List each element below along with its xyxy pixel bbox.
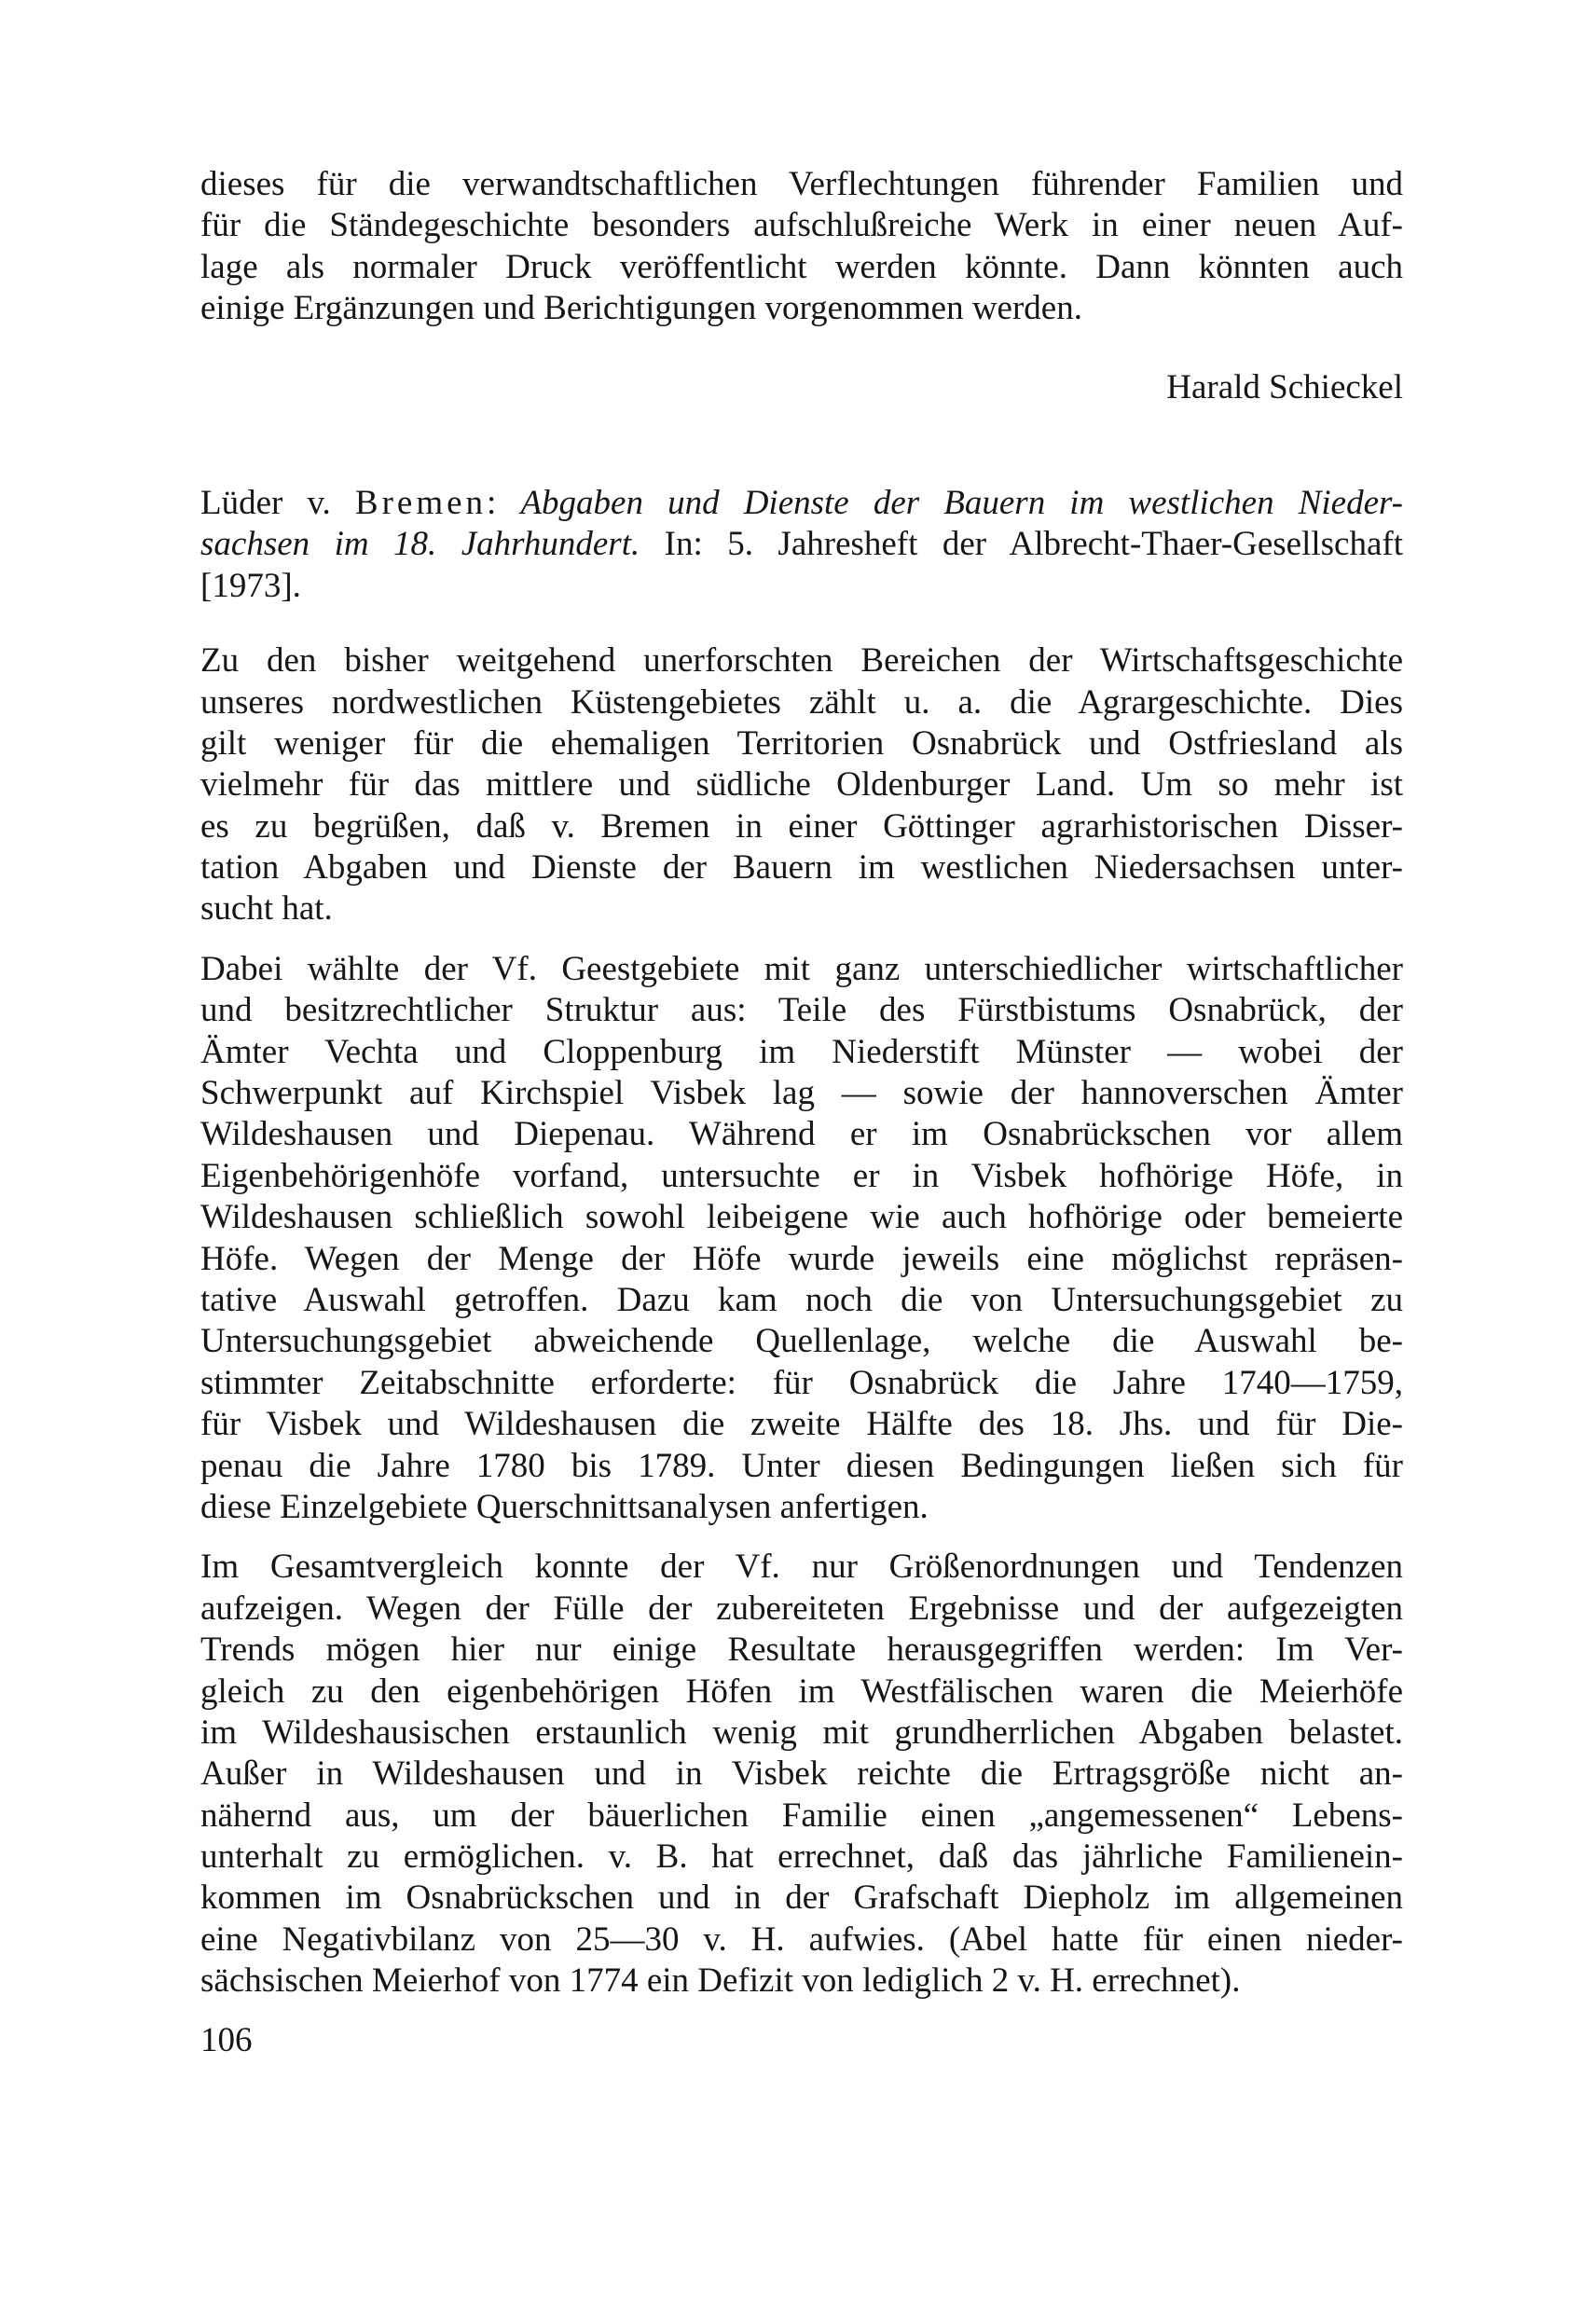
text-line: aufzeigen. Wegen der Fülle der zubereiteten Ergebnisse und der aufgezeigten	[200, 1589, 1403, 1628]
text-line: es zu begrüßen, daß v. Bremen in einer Göttinger agrarhistorischen Disser-	[200, 806, 1403, 846]
text-line: Wildeshausen schließlich sowohl leibeigene wie auch hofhörige oder bemeierte	[200, 1198, 1403, 1237]
text-line: diese Einzelgebiete Querschnittsanalysen anfertigen.	[200, 1487, 929, 1526]
text-line: Dabei wählte der Vf. Geestgebiete mit ganz unterschiedlicher wirtschaftlicher	[200, 949, 1403, 988]
text-line: gleich zu den eigenbehörigen Höfen im Westfälischen waren die Meierhöfe	[200, 1672, 1403, 1711]
text-line: sächsischen Meierhof von 1774 ein Defizit von lediglich 2 v. H. errechnet).	[200, 1961, 1241, 2001]
text-line: Wildeshausen und Diepenau. Während er im Osnabrückschen vor allem	[200, 1115, 1403, 1154]
text-line: Ämter Vechta und Cloppenburg im Niederstift Münster — wobei der	[200, 1032, 1403, 1071]
text-line: für Visbek und Wildeshausen die zweite Hälfte des 18. Jhs. und für Die-	[200, 1405, 1403, 1444]
text-line: penau die Jahre 1780 bis 1789. Unter diesen Bedingungen ließen sich für	[200, 1446, 1403, 1485]
citation-title-cont: sachsen im 18. Jahrhundert.	[200, 525, 640, 564]
text-line: unterhalt zu ermöglichen. v. B. hat errechnet, daß das jährliche Familienein-	[200, 1837, 1403, 1877]
text-line: für die Ständegeschichte besonders aufschlußreiche Werk in einer neuen Auf-	[200, 206, 1403, 245]
reviewer-signature: Harald Schieckel	[1166, 367, 1403, 406]
text-line: und besitzrechtlicher Struktur aus: Teile des Fürstbistums Osnabrück, der	[200, 991, 1403, 1030]
review-end-paragraph	[200, 164, 1403, 330]
citation-line	[200, 524, 1403, 565]
review-paragraph-3	[200, 1547, 1403, 2002]
citation-line	[200, 483, 1403, 524]
book-citation	[200, 483, 1403, 607]
citation-source: In: 5. Jahresheft der Albrecht-Thaer-Gesellschaft	[640, 525, 1403, 564]
review-paragraph-1	[200, 640, 1403, 930]
text-line: Höfe. Wegen der Menge der Höfe wurde jeweils eine möglichst repräsen-	[200, 1239, 1403, 1278]
text-line: Im Gesamtvergleich konnte der Vf. nur Größenordnungen und Tendenzen	[200, 1548, 1403, 1587]
text-line: tative Auswahl getroffen. Dazu kam noch die von Untersuchungsgebiet zu	[200, 1280, 1403, 1319]
text-line: vielmehr für das mittlere und südliche Oldenburger Land. Um so mehr ist	[200, 765, 1403, 805]
citation-author-surname: Bremen	[354, 483, 488, 522]
text-line: Eigenbehörigenhöfe vorfand, untersuchte er in Visbek hofhörige Höfe, in	[200, 1156, 1403, 1195]
text-line: Außer in Wildeshausen und in Visbek reichte die Ertragsgröße nicht an-	[200, 1755, 1403, 1794]
citation-line: [1973].	[200, 566, 301, 605]
text-line: dieses für die verwandtschaftlichen Verflechtungen führender Familien und	[200, 165, 1403, 203]
text-line: gilt weniger für die ehemaligen Territorien Osnabrück und Ostfriesland als	[200, 723, 1403, 763]
page-body	[200, 164, 1403, 2002]
text-line: unseres nordwestlichen Küstengebietes zählt u. a. die Agrargeschichte. Dies	[200, 682, 1403, 722]
page-number: 106	[200, 2021, 253, 2059]
text-line: Schwerpunkt auf Kirchspiel Visbek lag — sowie der hannoverschen Ämter	[200, 1074, 1403, 1113]
text-line: kommen im Osnabrückschen und in der Grafschaft Diepholz im allgemeinen	[200, 1878, 1403, 1918]
text-line: sucht hat.	[200, 889, 333, 929]
text-line: Zu den bisher weitgehend unerforschten Bereichen der Wirtschaftsgeschichte	[200, 641, 1403, 681]
text-line: einige Ergänzungen und Berichtigungen vorgenommen werden.	[200, 289, 1082, 328]
review-paragraph-2	[200, 949, 1403, 1528]
text-line: lage als normaler Druck veröffentlicht werden könnte. Dann könnten auch	[200, 247, 1403, 286]
text-line: Trends mögen hier nur einige Resultate herausgegriffen werden: Im Ver-	[200, 1631, 1403, 1670]
text-line: eine Negativbilanz von 25—30 v. H. aufwies. (Abel hatte für einen nieder-	[200, 1920, 1403, 1959]
text-line: stimmter Zeitabschnitte erforderte: für Osnabrück die Jahre 1740—1759,	[200, 1363, 1403, 1402]
text-line: tation Abgaben und Dienste der Bauern im westlichen Niedersachsen unter-	[200, 848, 1403, 888]
citation-colon: :	[487, 483, 521, 522]
text-line: im Wildeshausischen erstaunlich wenig mit grundherrlichen Abgaben belastet.	[200, 1713, 1403, 1752]
text-line: nähernd aus, um der bäuerlichen Familie einen „angemessenen“ Lebens-	[200, 1796, 1403, 1835]
citation-title: Abgaben und Dienste der Bauern im westlichen Nieder-	[520, 483, 1403, 522]
text-line: Untersuchungsgebiet abweichende Quellenlage, welche die Auswahl be-	[200, 1322, 1403, 1361]
citation-author-prefix: Lüder v.	[200, 483, 355, 522]
